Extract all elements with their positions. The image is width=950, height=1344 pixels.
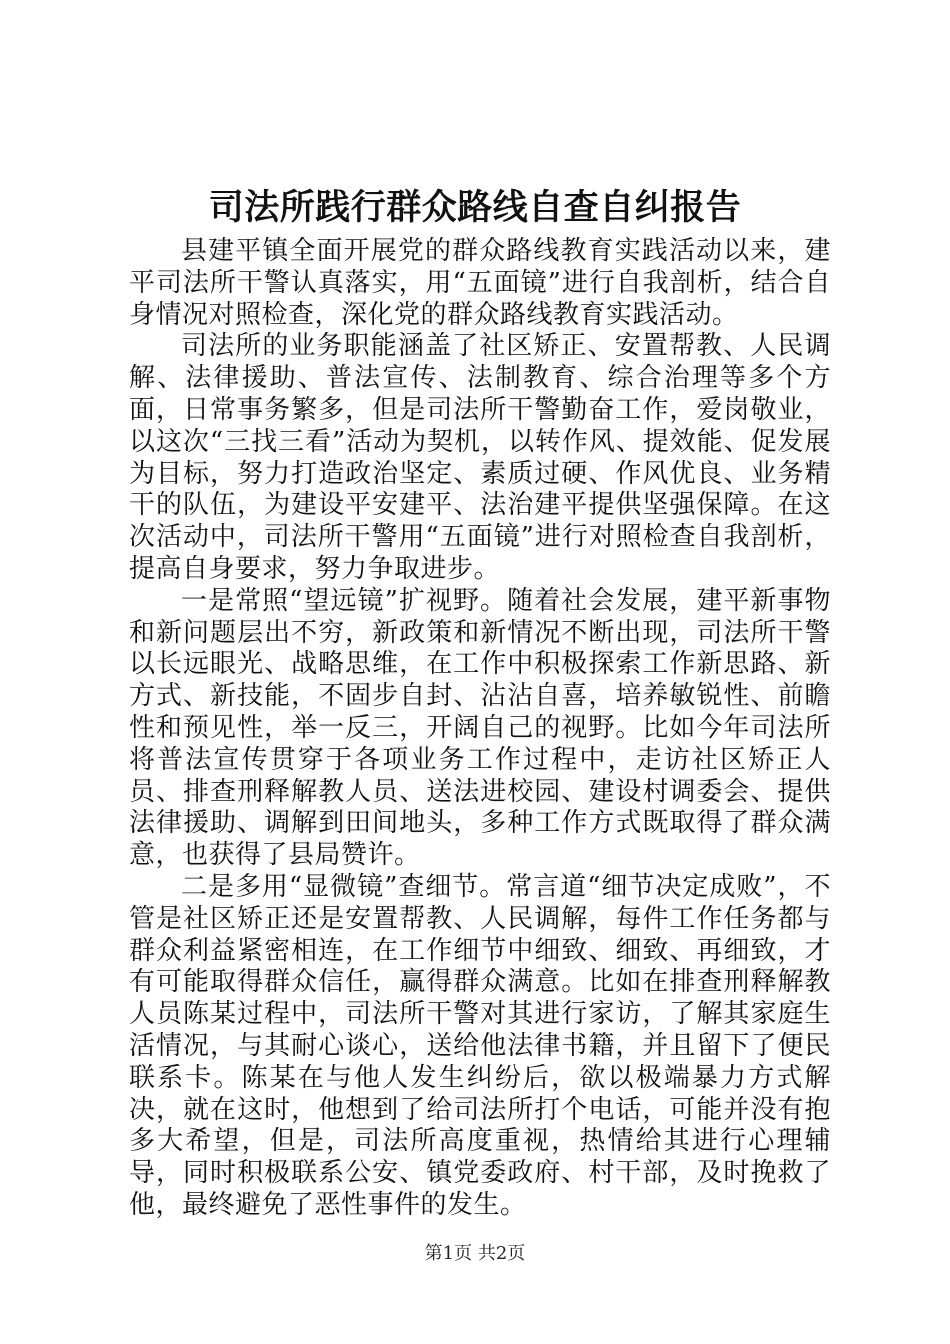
paragraph-duties: 司法所的业务职能涵盖了社区矫正、安置帮教、人民调解、法律援助、普法宣传、法制教育、综合治理等多个方面，日常事务繁多，但是司法所干警勤奋工作，爱岗敬业，以这次“三找三看”活动为契机，以转作风、提效能、促发展为目标，努力打造政治坚定、素质过硬、作风优良、业务精干的队伍，为建设平安建平、法治建平提供坚强保障。在这次活动中，司法所干警用“五面镜”进行对照检查自我剖析，提高自身要求，努力争取进步。 [129, 331, 831, 584]
document-title: 司法所践行群众路线自查自纠报告 [208, 187, 742, 228]
page-footer: 第1页 共2页 [424, 1243, 526, 1264]
document-body [129, 236, 831, 1222]
paragraph-microscope: 二是多用“显微镜”查细节。常言道“细节决定成败”，不管是社区矫正还是安置帮教、人民调解，每件工作任务都与群众利益紧密相连，在工作细节中细致、细致、再细致，才有可能取得群众信任，赢得群众满意。比如在排查刑释解教人员陈某过程中，司法所干警对其进行家访，了解其家庭生活情况，与其耐心谈心，送给他法律书籍，并且留下了便民联系卡。陈某在与他人发生纠纷后，欲以极端暴力方式解决，就在这时，他想到了给司法所打个电话，可能并没有抱多大希望，但是，司法所高度重视，热情给其进行心理辅导，同时积极联系公安、镇党委政府、村干部，及时挽救了他，最终避免了恶性事件的发生。 [129, 871, 831, 1220]
paragraph-telescope: 一是常照“望远镜”扩视野。随着社会发展，建平新事物和新问题层出不穷，新政策和新情况不断出现，司法所干警以长远眼光、战略思维，在工作中积极探索工作新思路、新方式、新技能，不固步自封、沾沾自喜，培养敏锐性、前瞻性和预见性，举一反三，开阔自己的视野。比如今年司法所将普法宣传贯穿于各项业务工作过程中，走访社区矫正人员、排查刑释解教人员、送法进校园、建设村调委会、提供法律援助、调解到田间地头，多种工作方式既取得了群众满意，也获得了县局赞许。 [129, 585, 831, 871]
paragraph-intro: 县建平镇全面开展党的群众路线教育实践活动以来，建平司法所干警认真落实，用“五面镜”进行自我剖析，结合自身情况对照检查，深化党的群众路线教育实践活动。 [129, 236, 831, 330]
